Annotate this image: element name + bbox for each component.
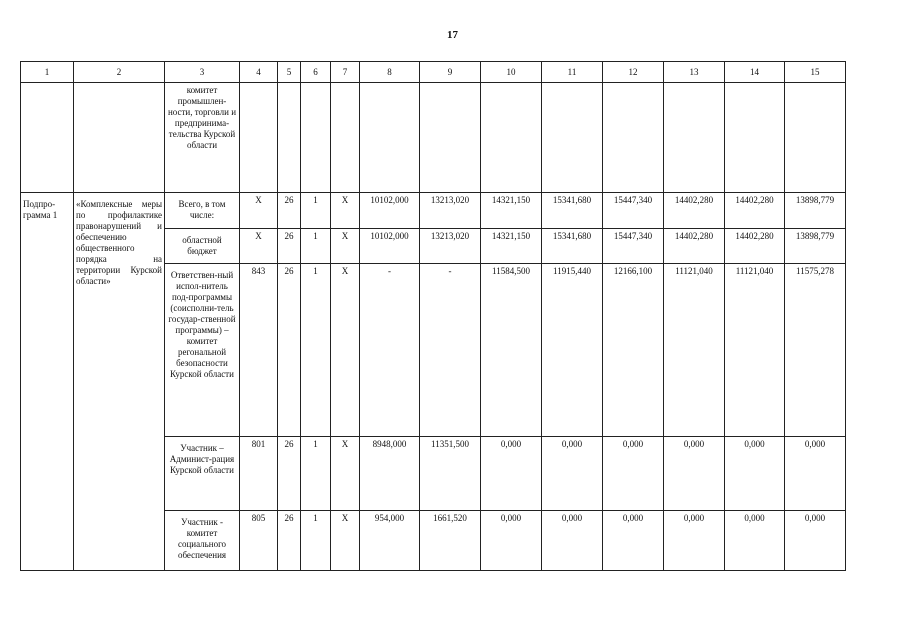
table-cell: Х <box>240 193 278 229</box>
table-cell: 8948,000 <box>360 437 420 511</box>
table-cell: 14402,280 <box>725 193 785 229</box>
table-cell: 1 <box>301 264 331 437</box>
executor-cell: комитет промышлен-ности, торговли и предпринима-тельства Курской области <box>165 83 240 193</box>
table-cell: 1 <box>301 511 331 571</box>
table-cell: 26 <box>278 193 301 229</box>
header-row <box>21 62 846 83</box>
table-cell: 13898,779 <box>785 229 846 264</box>
table-cell: 1 <box>301 437 331 511</box>
table-cell: - <box>360 264 420 437</box>
table-cell: 11584,500 <box>481 264 542 437</box>
table-cell: 11915,440 <box>542 264 603 437</box>
column-header: 10 <box>481 62 542 83</box>
executor-cell: Всего, в том числе: <box>165 193 240 229</box>
column-header: 14 <box>725 62 785 83</box>
table-cell: 0,000 <box>725 437 785 511</box>
column-header: 12 <box>603 62 664 83</box>
table-cell: 11121,040 <box>664 264 725 437</box>
table-cell: Х <box>331 193 360 229</box>
table-cell: 14402,280 <box>664 193 725 229</box>
executor-cell: Участник – Админист-рация Курской области <box>165 437 240 511</box>
table-cell: 14321,150 <box>481 193 542 229</box>
table-cell: 954,000 <box>360 511 420 571</box>
column-header: 15 <box>785 62 846 83</box>
table-cell: 0,000 <box>481 511 542 571</box>
table-cell: Х <box>331 511 360 571</box>
table-cell: 0,000 <box>664 437 725 511</box>
table-cell: - <box>420 264 481 437</box>
table-cell: 0,000 <box>785 437 846 511</box>
table-cell: 0,000 <box>481 437 542 511</box>
column-header: 6 <box>301 62 331 83</box>
table-cell: 10102,000 <box>360 229 420 264</box>
table-cell: 11575,278 <box>785 264 846 437</box>
table-cell: 15341,680 <box>542 193 603 229</box>
budget-table <box>20 61 846 571</box>
table-cell: 11351,500 <box>420 437 481 511</box>
table-cell: 1 <box>301 193 331 229</box>
table-cell: 1661,520 <box>420 511 481 571</box>
table-cell: 0,000 <box>725 511 785 571</box>
column-header: 13 <box>664 62 725 83</box>
column-header: 8 <box>360 62 420 83</box>
table-cell: 14402,280 <box>725 229 785 264</box>
table-cell: 1 <box>301 229 331 264</box>
page-number: 17 <box>447 29 458 41</box>
column-header: 4 <box>240 62 278 83</box>
table-cell: 12166,100 <box>603 264 664 437</box>
column-header: 3 <box>165 62 240 83</box>
table-cell: 13213,020 <box>420 193 481 229</box>
column-header: 7 <box>331 62 360 83</box>
table-cell: 0,000 <box>785 511 846 571</box>
table-cell: 0,000 <box>603 437 664 511</box>
table-cell: 0,000 <box>542 511 603 571</box>
table-row <box>21 193 846 229</box>
subprogram-cell: Подпро-грамма 1 <box>21 193 74 571</box>
table-cell: Х <box>240 229 278 264</box>
column-header: 1 <box>21 62 74 83</box>
table-cell: Х <box>331 264 360 437</box>
table-cell: 26 <box>278 511 301 571</box>
table-cell: 26 <box>278 264 301 437</box>
table-cell: 15447,340 <box>603 193 664 229</box>
table-cell: 15447,340 <box>603 229 664 264</box>
table-cell: Х <box>331 229 360 264</box>
table-row <box>21 83 846 193</box>
table-cell: 11121,040 <box>725 264 785 437</box>
table-cell: 13213,020 <box>420 229 481 264</box>
table-cell: 26 <box>278 229 301 264</box>
table-cell: 14321,150 <box>481 229 542 264</box>
executor-cell: Участник - комитет социального обеспечения <box>165 511 240 571</box>
table-cell: 843 <box>240 264 278 437</box>
column-header: 11 <box>542 62 603 83</box>
table-cell: 805 <box>240 511 278 571</box>
column-header: 5 <box>278 62 301 83</box>
column-header: 9 <box>420 62 481 83</box>
column-header: 2 <box>74 62 165 83</box>
table-cell: 0,000 <box>542 437 603 511</box>
table-cell: 14402,280 <box>664 229 725 264</box>
table-cell: 26 <box>278 437 301 511</box>
table-cell: 10102,000 <box>360 193 420 229</box>
table-cell: 15341,680 <box>542 229 603 264</box>
table-cell: 0,000 <box>664 511 725 571</box>
executor-cell: Ответствен-ный испол-нитель под-программы (соисполни-тель государ-ственной программы) – комитет регональной безопасности Курской области <box>165 264 240 437</box>
executor-cell: областной бюджет <box>165 229 240 264</box>
table-cell: 13898,779 <box>785 193 846 229</box>
table-cell: Х <box>331 437 360 511</box>
table-cell: 0,000 <box>603 511 664 571</box>
table-cell: 801 <box>240 437 278 511</box>
subprogram-name-cell: «Комплексные меры по профилактике правонарушений и обеспечению общественного порядка на территории Курской области» <box>74 193 165 571</box>
